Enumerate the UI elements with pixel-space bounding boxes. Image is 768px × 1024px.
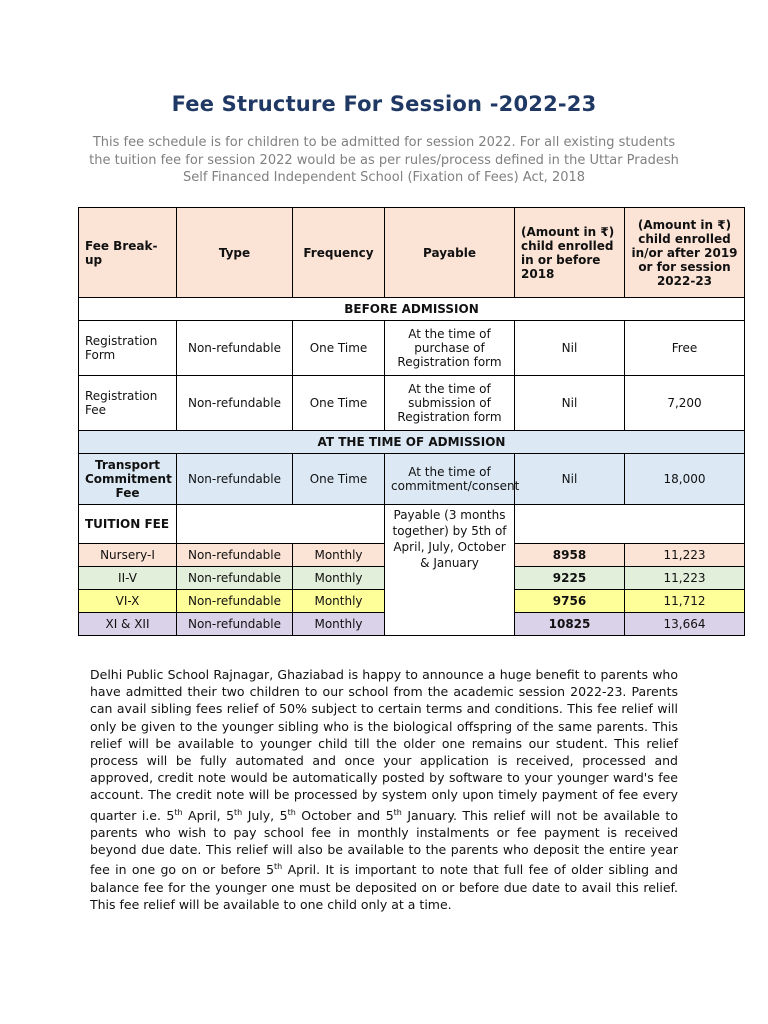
intro-text: This fee schedule is for children to be admitted for session 2022. For all existing students the tuition fee for session 2022 would be as per rules/process defined in the Uttar Pradesh Self Financed Independent School (Fixation of Fees) Act, 2018: [89, 135, 679, 185]
table-row-tuition-label: [79, 505, 745, 544]
cell-amount-after: 18,000: [625, 454, 745, 505]
date-day: 5: [279, 807, 288, 823]
date-day: 5: [385, 807, 394, 823]
cell-frequency: One Time: [293, 376, 385, 431]
cell-name: Transport Commitment Fee: [79, 454, 177, 505]
table-header-row: [79, 208, 745, 298]
grade-type: Non-refundable: [177, 544, 293, 567]
grade-amount-after: 11,712: [625, 590, 745, 613]
section-at-admission: AT THE TIME OF ADMISSION: [79, 431, 745, 454]
notice-text: July,: [242, 807, 280, 823]
section-row-before-admission: [79, 298, 745, 321]
grade-frequency: Monthly: [293, 613, 385, 636]
ordinal-suffix: th: [393, 807, 402, 817]
notice-text: October and: [295, 807, 386, 823]
grade-name: VI-X: [79, 590, 177, 613]
grade-type: Non-refundable: [177, 613, 293, 636]
grade-amount-before: 9756: [515, 590, 625, 613]
grade-amount-before: 8958: [515, 544, 625, 567]
table-row-transport: [79, 454, 745, 505]
grade-type: Non-refundable: [177, 590, 293, 613]
grade-frequency: Monthly: [293, 590, 385, 613]
cell-payable: At the time of purchase of Registration form: [385, 321, 515, 376]
grade-type: Non-refundable: [177, 567, 293, 590]
table-row-registration-form: [79, 321, 745, 376]
cell-type: Non-refundable: [177, 321, 293, 376]
header-frequency: Frequency: [293, 208, 385, 298]
grade-frequency: Monthly: [293, 567, 385, 590]
cell-payable: At the time of commitment/consent: [385, 454, 515, 505]
section-before-admission: BEFORE ADMISSION: [79, 298, 745, 321]
grade-name: Nursery-I: [79, 544, 177, 567]
header-amount-after-2019: (Amount in ₹) child enrolled in/or after 2019 or for session 2022-23: [625, 208, 745, 298]
grade-amount-after: 11,223: [625, 567, 745, 590]
ordinal-suffix: th: [274, 862, 283, 872]
grade-name: II-V: [79, 567, 177, 590]
section-row-at-admission: [79, 431, 745, 454]
grade-frequency: Monthly: [293, 544, 385, 567]
cell-amount-before: Nil: [515, 321, 625, 376]
cell-amount-before: Nil: [515, 454, 625, 505]
fee-table: [78, 207, 745, 636]
ordinal-suffix: th: [174, 807, 183, 817]
cell-frequency: One Time: [293, 321, 385, 376]
cell-name: Registration Fee: [79, 376, 177, 431]
ordinal-suffix: th: [234, 807, 243, 817]
date-day: 5: [266, 862, 275, 878]
header-amount-before-2018: (Amount in ₹) child enrolled in or before 2018: [515, 208, 625, 298]
grade-amount-before: 9225: [515, 567, 625, 590]
grade-amount-before: 10825: [515, 613, 625, 636]
cell-name: Registration Form: [79, 321, 177, 376]
grade-name: XI & XII: [79, 613, 177, 636]
cell-type: Non-refundable: [177, 376, 293, 431]
tuition-empty-cell: [177, 505, 385, 544]
header-type: Type: [177, 208, 293, 298]
grade-amount-after: 13,664: [625, 613, 745, 636]
date-day: 5: [166, 807, 175, 823]
tuition-empty-amount-cell: [515, 505, 745, 544]
tuition-payable-cell: Payable (3 months together) by 5th of April, July, October & January: [385, 505, 515, 636]
ordinal-suffix: th: [287, 807, 296, 817]
table-row-registration-fee: [79, 376, 745, 431]
cell-frequency: One Time: [293, 454, 385, 505]
notice-text: April. It is important to note that full fee of older sibling and balance fee for the younger one must be deposited on or before due date to avail this relief. This fee relief will be available to one child only at a time.: [90, 862, 678, 912]
cell-amount-after: 7,200: [625, 376, 745, 431]
header-payable: Payable: [385, 208, 515, 298]
cell-amount-after: Free: [625, 321, 745, 376]
page-title: Fee Structure For Session -2022-23: [171, 92, 597, 116]
notice-text: Delhi Public School Rajnagar, Ghaziabad is happy to announce a huge benefit to parents who have admitted their two children to our school from the academic session 2022-23. Parents can avail sibling fees relief of 50% subject to certain terms and conditions. This fee relief will only be given to the younger sibling who is the biological offspring of the same parents. This relief will be available to younger child till the older one remains our student. This relief process will be fully automated and once your application is received, processed and approved, credit note would be automatically posted by software to your younger ward's fee account. The credit note will be processed by system only upon timely payment of fee every quarter i.e.: [90, 667, 678, 823]
cell-amount-before: Nil: [515, 376, 625, 431]
tuition-fee-label: TUITION FEE: [79, 505, 177, 544]
notice-text: January. This relief will not be available to parents who wish to pay school fee in monthly instalments or fee payment is received beyond due date. This relief will also be available to the parents who deposit the entire year fee in one go on or before: [90, 807, 678, 878]
cell-type: Non-refundable: [177, 454, 293, 505]
header-fee-breakup: Fee Break-up: [79, 208, 177, 298]
date-day: 5: [226, 807, 235, 823]
grade-amount-after: 11,223: [625, 544, 745, 567]
sibling-relief-notice: [90, 666, 678, 913]
notice-text: April,: [182, 807, 227, 823]
cell-payable: At the time of submission of Registration form: [385, 376, 515, 431]
